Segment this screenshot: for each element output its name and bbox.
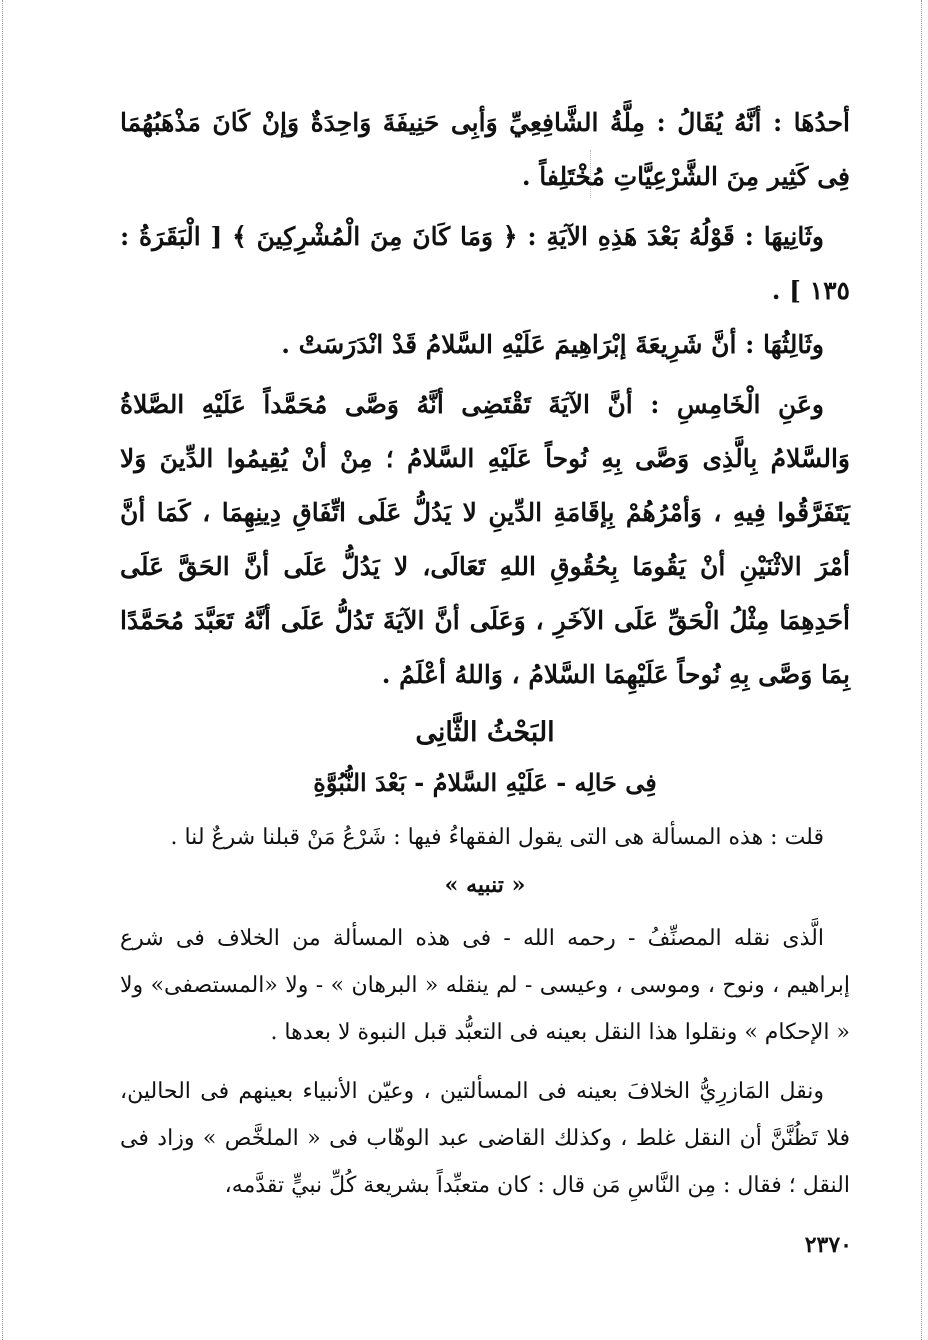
statement-line: قلت : هذه المسألة هى التى يقول الفقهاءُ فيها : شَرْعُ مَنْ قبلنا شرعٌ لنا . — [170, 825, 824, 850]
page-text — [120, 96, 850, 1209]
paragraph-first-point: أحدُهَا : أنَّهُ يُقَالُ : مِلَّةُ الشَّافِعِيِّ وَأبِى حَنِيفَةَ وَاحِدَةٌ وَإنْ كَانَ مَذْهَبُهُمَا فِى كَثِير مِنَ الشَّرْعِيَّاتِ مُخْتَلِفاً . — [120, 108, 850, 191]
paragraph-maziri: ونقل المَازرِيُّ الخلافَ بعينه فى المسألتين ، وعيّن الأنبياء بعينهم فى الحالين، فلا تَظُنَّنَّ أن النقل غلط ، وكذلك القاضى عبد الوهّاب فى « الملخَّص » وزاد فى النقل ؛ فقال : مِن النَّاسِ مَن قال : كان متعبِّداً بشريعة كُلِّ نبيٍّ تقدَّمه، — [120, 1079, 850, 1198]
paragraph-third-point: وثَالِثُهَا : أنَّ شَرِيعَةَ إبْرَاهِيمَ عَلَيْهِ السَّلامُ قَدْ انْدَرَسَتْ . — [281, 330, 824, 359]
page-number: ٢٣٧٠ — [804, 1232, 852, 1258]
note-title: « تنبيه » — [444, 872, 526, 898]
scan-edge-right — [921, 0, 923, 1340]
paragraph-note-body: الَّذى نقله المصنِّفُ - رحمه الله - فى هذه المسألة من الخلاف فى شرع إبراهيم ، ونوح ، وموسى ، وعيسى - لم ينقله « البرهان » - ولا «المستصفى» ولا « الإحكام » ونقلوا هذا النقل بعينه فى التعبُّد قبل النبوة لا بعدها . — [120, 926, 850, 1045]
scan-edge-left — [2, 0, 4, 1340]
paragraph-fifth-answer: وعَنِ الْخَامِسِ : أنَّ الآيَةَ تَقْتَضِى أنَّهُ وَصَّى مُحَمَّداً عَلَيْهِ الصَّلاةُ وَالسَّلامُ بِالَّذِى وَصَّى بِهِ نُوحاً عَلَيْهِ السَّلامُ ؛ مِنْ أنْ يُقِيمُوا الدِّينَ وَلا يَتَفَرَّقُوا فِيهِ ، وَأمْرُهُمْ بِإقَامَةِ الدِّينِ لا يَدُلُّ عَلَى اتِّفَاقِ دِينِهِمَا ، كَمَا أنَّ أمْرَ الاثْنَيْنِ أنْ يَقُومَا بِحُقُوقِ اللهِ تَعَالَى، لا يَدُلُّ عَلَى أنَّ الحَقَّ عَلَى أحَدِهِمَا مِثْلُ الْحَقِّ عَلَى الآخَرِ ، وَعَلَى أنَّ الآيَةَ تَدُلُّ عَلَى أنَّهُ تَعَبَّدَ مُحَمَّدًا بِمَا وَصَّى بِهِ نُوحاً عَلَيْهِمَا السَّلامُ ، وَاللهُ أعْلَمُ . — [120, 390, 850, 689]
section-heading: البَحْثُ الثَّانِى — [415, 717, 555, 748]
paragraph-second-point: وثَانِيهَا : قَوْلُهُ بَعْدَ هَذِهِ الآيَةِ : ﴿ وَمَا كَانَ مِنَ الْمُشْرِكِينَ ﴾ [ الْبَقَرَةُ : ١٣٥ ] . — [120, 222, 850, 305]
section-subheading: فِى حَالِه - عَلَيْهِ السَّلامُ - بَعْدَ النُّبُوَّةِ — [313, 768, 657, 797]
